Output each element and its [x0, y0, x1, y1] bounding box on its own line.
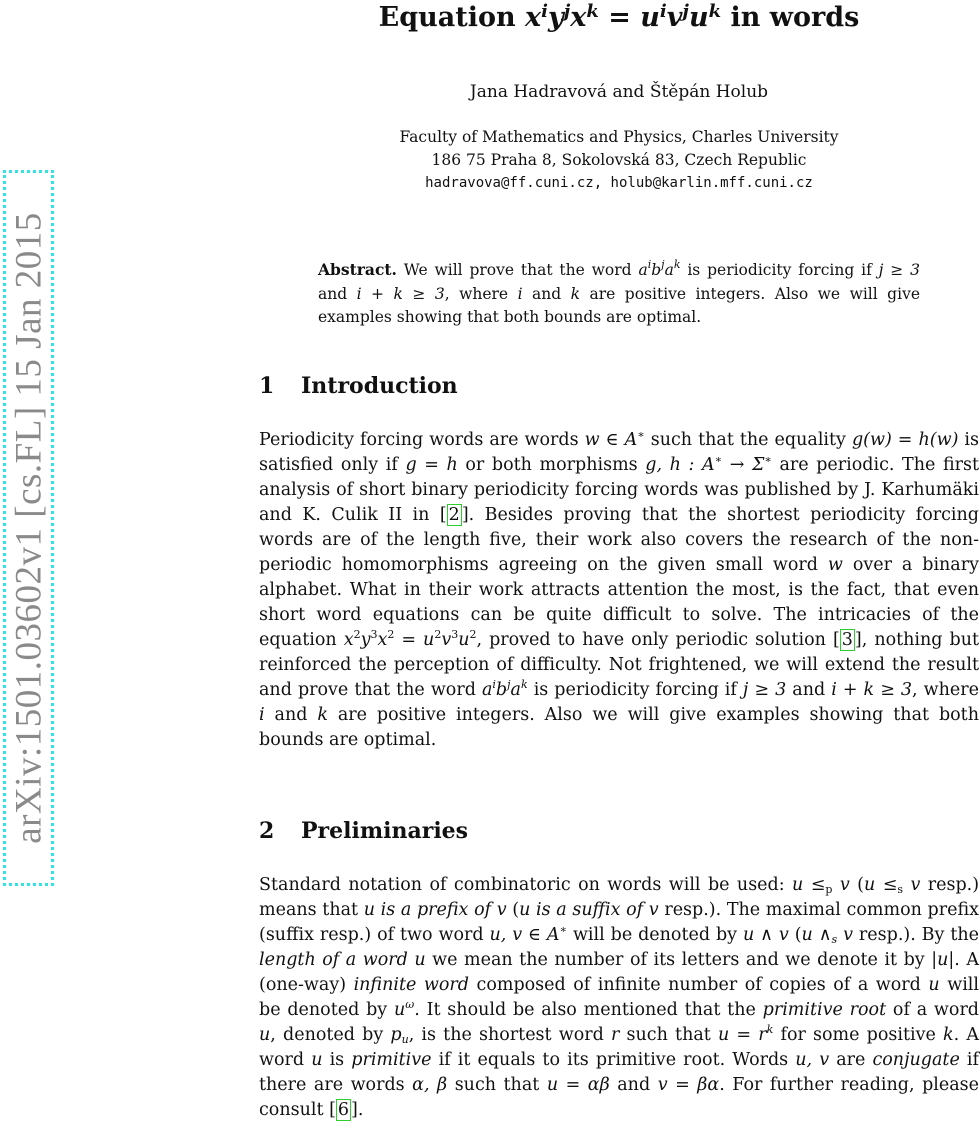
paper-title: Equation $x^iy^jx^k = u^iv^ju^k$ in words	[378, 1, 860, 33]
citation-link[interactable]: 6	[337, 1100, 350, 1120]
author-list: Jana Hadravová and Štěpán Holub	[469, 82, 769, 102]
preliminaries-paragraph: Standard notation of combinatoric on words will be used: $u \le_p$ v ($u \le_s$ v resp.) means that u is a prefix of v (u is a suffix of v resp.). The maximal common prefix (suffix resp.) of two word u, v ∈ A∗ will be denoted by u ∧ v (u $\wedge_s$ v resp.). By the length of a word u we mean the number of its letters and we denote it by |u|. A (one-way) infinite word composed of infinite number of copies of a word u will be denoted by $u^\omega$. It should be also mentioned that the primitive root of a word u, denoted by $p_u$, is the shortest word r such that $u = r^k$ for some positive k. A word u is primitive if it equals to its primitive root. Words u, v are conjugate if there are words α, β such that u = αβ and v = βα. For further reading, please consult [ 6 ].	[259, 875, 980, 1120]
author-emails[interactable]: hadravova@ff.cuni.cz, holub@karlin.mff.cuni.cz	[425, 175, 813, 191]
abstract: Abstract. We will prove that the word $a^ib^ja^k$ is periodicity forcing if j ≥ 3 and i + k ≥ 3, where i and k are positive integers. Also we will give examples showing that both bounds are optimal.	[318, 258, 920, 326]
citation-link[interactable]: 3	[841, 630, 853, 650]
arxiv-stamp: arXiv:1501.03602v1 [cs.FL] 15 Jan 2015	[8, 212, 50, 844]
affiliation-line2: 186 75 Praha 8, Sokolovská 83, Czech Republic	[431, 151, 807, 169]
affiliation-line1: Faculty of Mathematics and Physics, Charles University	[399, 128, 839, 146]
intro-paragraph: Periodicity forcing words are words w ∈ A∗ such that the equality g(w) = h(w) is satisfied only if g = h or both morphisms g, h : A∗ → Σ∗ are periodic. The first analysis of short binary periodicity forcing words was published by J. Karhumäki and K. Culik II in [ 2 ]. Besides proving that the shortest periodicity forcing words are of the length five, their work also covers the research of the non-periodic homomorphisms agreeing on the given small word w over a binary alphabet. What in their work attracts attention the most, is the fact, that even short word equations can be quite difficult to solve. The intricacies of the equation $x^2y^3x^2 = u^2v^3u^2$, proved to have only periodic solution [ 3 ], nothing but reinforced the perception of difficulty. Not frightened, we will extend the result and prove that the word $a^ib^ja^k$ is periodicity forcing if j ≥ 3 and i + k ≥ 3, where i and k are positive integers. Also we will give examples showing that both bounds are optimal.	[259, 428, 980, 750]
abstract-label: Abstract.	[318, 260, 397, 279]
section-heading-preliminaries: 2 Preliminaries	[259, 818, 469, 844]
affiliation	[0, 126, 980, 195]
section-heading-introduction: 1 Introduction	[259, 373, 458, 399]
citation-link[interactable]: 2	[448, 505, 460, 525]
